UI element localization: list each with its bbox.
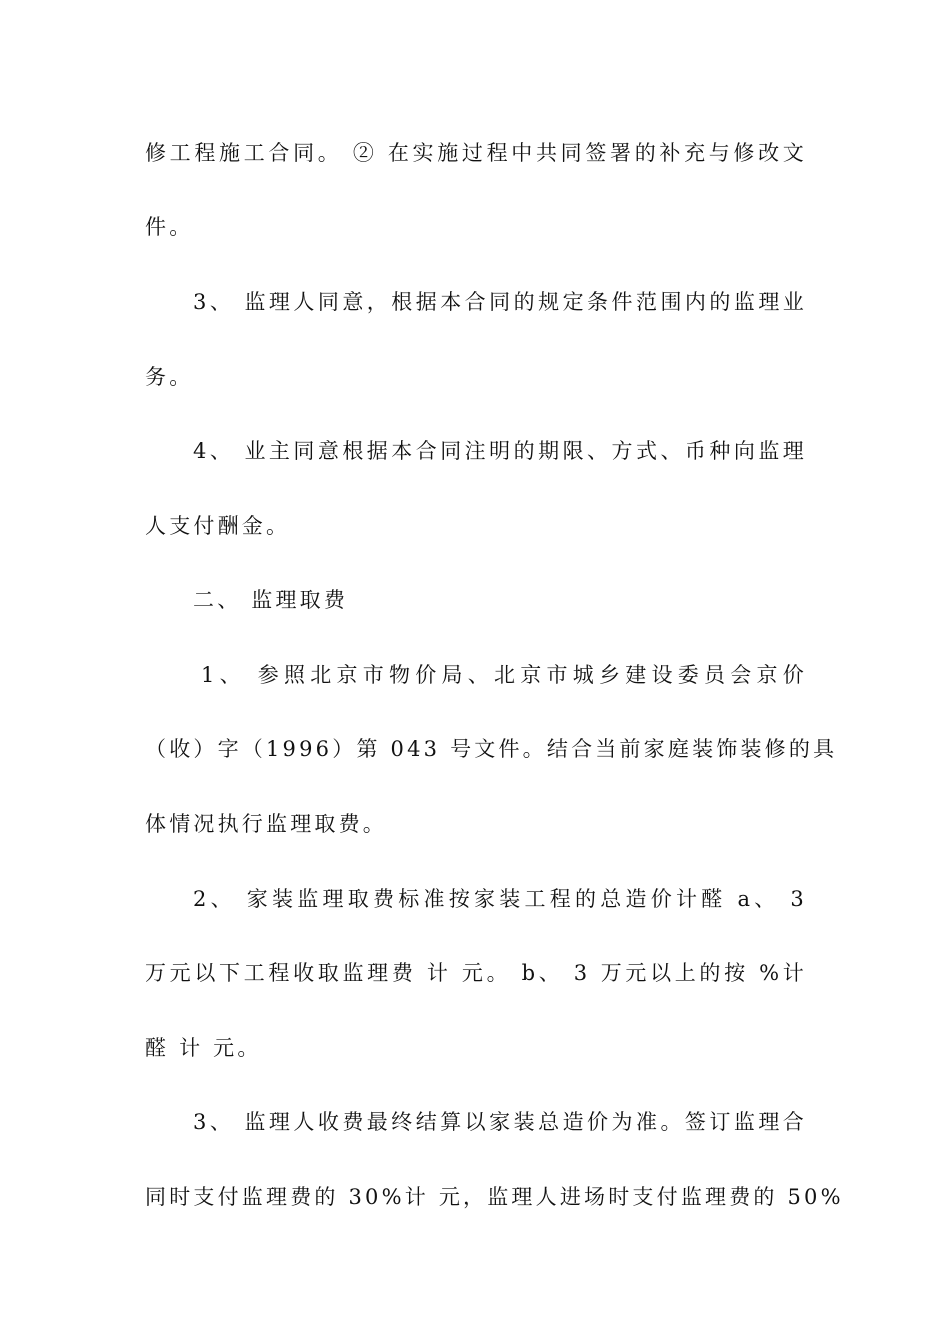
paragraph-line: 2、 家装监理取费标准按家装工程的总造价计醛 a、 3 [193,887,807,911]
paragraph-line: 同时支付监理费的 30%计 元，监理人进场时支付监理费的 50% [145,1185,844,1209]
paragraph-line: 万元以下工程收取监理费 计 元。 b、 3 万元以上的按 %计 [145,961,807,985]
paragraph-line: 醛 计 元。 [145,1036,262,1060]
paragraph-line: 修工程施工合同。 ② 在实施过程中共同签署的补充与修改文 [145,141,807,165]
paragraph-line: （收）字（1996）第 043 号文件。结合当前家庭装饰装修的具 [145,737,838,761]
paragraph-line: 人支付酬金。 [145,514,291,538]
paragraph-line: 务。 [145,365,194,389]
paragraph-line: 体情况执行监理取费。 [145,812,387,836]
section-heading: 二、 监理取费 [193,588,349,612]
paragraph-line: 1、 参照北京市物价局、北京市城乡建设委员会京价 [201,663,807,687]
paragraph-line: 件。 [145,215,194,239]
paragraph-line: 4、 业主同意根据本合同注明的期限、方式、币种向监理 [193,439,807,463]
paragraph-line: 3、 监理人收费最终结算以家装总造价为准。签订监理合 [193,1110,807,1134]
paragraph-line: 3、 监理人同意，根据本合同的规定条件范围内的监理业 [193,290,807,314]
